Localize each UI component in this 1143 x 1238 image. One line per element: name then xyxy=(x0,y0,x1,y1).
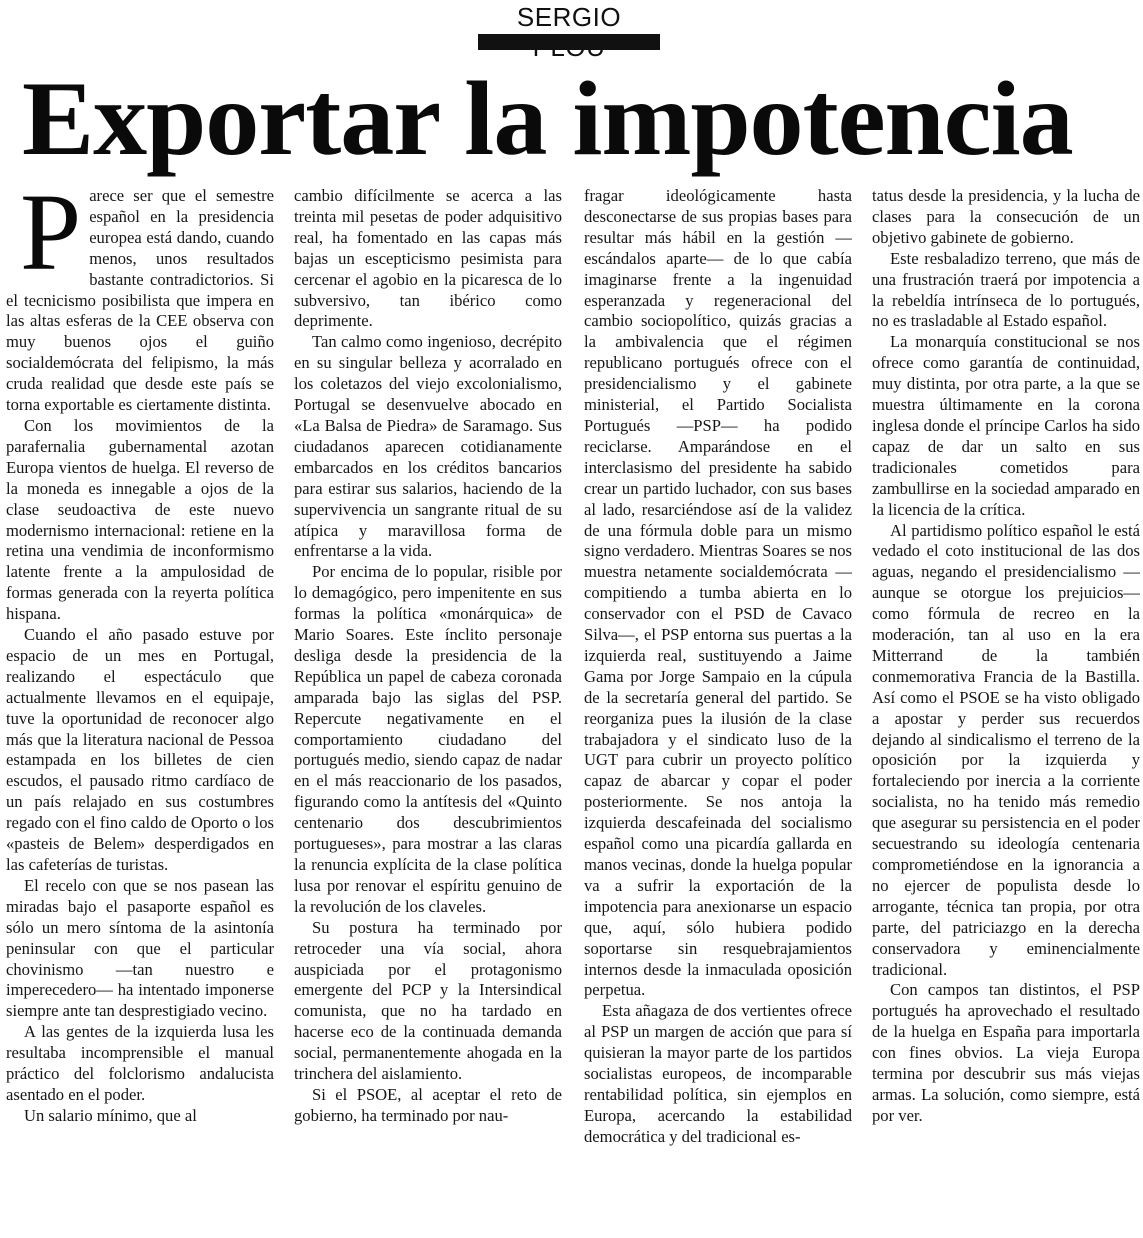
drop-cap: P xyxy=(20,186,82,293)
paragraph: Cuando el año pasado estuve por espacio de un mes en Portugal, realizando el espectáculo que actualmente llevamos en el equipaje, tuve la oportunidad de reconocer algo más que la literatura nacional de Pessoa estampada en los billetes de cien escudos, el pausado ritmo cardíaco de un país relajado en sus costumbres regado con el fino caldo de Oporto o los «pasteis de Belem» desperdigados en las cafeterías de turistas. xyxy=(6,625,274,874)
paragraph: Este resbaladizo terreno, que más de una frustración traerá por impotencia a la rebeldía intrínseca de lo portugués, no es trasladable al Estado español. xyxy=(872,248,1140,331)
paragraph: El recelo con que se nos pasean las miradas bajo el pasaporte español es sólo un mero síntoma de la asintonía peninsular con que el particular chovinismo —tan nuestro e imperecedero— ha intentado imponerse siempre ante tan desprestigiado vecino. xyxy=(6,875,274,1021)
paragraph: A las gentes de la izquierda lusa les resultaba incomprensible el manual práctico del folclorismo andalucista asentado en el poder. xyxy=(6,1022,274,1104)
article-column-3 xyxy=(584,186,852,1232)
paragraph: Un salario mínimo, que al xyxy=(24,1105,197,1125)
paragraph: Esta añagaza de dos vertientes ofrece al PSP un margen de acción que para sí quisieran la mayor parte de los partidos socialistas europeos, de incomparable rentabilidad política, sin ejemplos en Europa, acercando la estabilidad democrática y del tradicional es- xyxy=(584,1001,852,1146)
paragraph: Su postura ha terminado por retroceder una vía social, ahora auspiciada por el protagonismo emergente del PCP y la Intersindical comunista, que no ha tardado en hacerse eco de la continuada demanda social, permanentemente ahogada en la trinchera del aislamiento. xyxy=(294,917,562,1084)
article-column-1 xyxy=(6,186,274,1232)
paragraph: Tan calmo como ingenioso, decrépito en su singular belleza y acorralado en los coletazos del viejo excolonialismo, Portugal se desenvuelve abocado en «La Balsa de Piedra» de Saramago. Sus ciudadanos aparecen cotidianamente embarcados en los créditos bancarios para estirar sus salarios, haciendo de la supervivencia un sangrante ritual de su atípica y maravillosa forma de enfrentarse a la vida. xyxy=(294,332,562,561)
paragraph: Con campos tan distintos, el PSP portugués ha aprovechado el resultado de la huelga en España para importarla con fines obvios. La vieja Europa termina por descubrir sus más viejas armas. La solución, como siempre, está por ver. xyxy=(872,980,1140,1125)
paragraph: Por encima de lo popular, risible por lo demagógico, pero impenitente en sus formas la política «monárquica» de Mario Soares. Este ínclito personaje desliga desde la presidencia de la República un papel de cabeza coronada amparada bajo las siglas del PSP. Repercute negativamente en el comportamiento ciudadano del portugués medio, siendo capaz de nadar en el más reaccionario de los pasados, figurando como la antítesis del «Quinto centenario dos descubrimientos portugueses», para mostrar a las claras la renuncia explícita de la clase política lusa por renovar el espíritu genuino de la revolución de los claveles. xyxy=(294,562,562,916)
paragraph: La monarquía constitucional se nos ofrece como garantía de continuidad, muy distinta, por otra parte, a la que se muestra últimamente en la corona inglesa donde el príncipe Carlos ha sido capaz de dar un salto en sus tradicionales cometidos para zambullirse en la sociedad amparado en la licencia de la crítica. xyxy=(872,332,1140,519)
paragraph: fragar ideológicamente hasta desconectarse de sus propias bases para resultar más hábil en la gestión —escándalos aparte— de lo que cabía imaginarse frente a la ingenuidad esperanzada y regeneracional del cambio sociopolítico, quizás gracias a la ambivalencia que el régimen republicano portugués ofrece con el presidencialismo y el gabinete ministerial, el Partido Socialista Portugués —PSP— ha podido reciclarse. Amparándose en el interclasismo del presidente ha sabido crear un partido luchador, con sus bases al lado, resarciéndose así de la validez de una fórmula doble para un mismo signo verdadero. Mientras Soares se nos muestra netamente socialdemócrata —compitiendo a tumba abierta en lo conservador con el PSD de Cavaco Silva—, el PSP entorna sus puertas a la izquierda real, sustituyendo a Jaime Gama por Jorge Sampaio en la cúpula de la secretaría general del partido. Se reorganiza pues la ilusión de la clase trabajadora y el sindicato luso de la UGT para cubrir un proyecto político capaz de abarcar y copar el poder posteriormente. Se nos antoja la izquierda descafeinada del socialismo español como una picardía gallarda en manos vecinas, donde la huelga popular va a sufrir la exportación de la impotencia para anexionarse un espacio que, aquí, sólo hubiera podido soportarse sin resquebrajamientos internos desde la inmaculada oposición perpetua. xyxy=(584,186,852,1000)
author-byline: SERGIO xyxy=(516,2,622,32)
article-body xyxy=(6,186,1140,1232)
headline: Exportar la impotencia xyxy=(22,60,1073,177)
paragraph: tatus desde la presidencia, y la lucha de clases para la consecución de un objetivo gabinete de gobierno. xyxy=(872,186,1140,247)
paragraph: Al partidismo político español le está vedado el coto institucional de las dos aguas, negando el presidencialismo —aunque se otorgue los prejuicios— como fórmula de recreo en la moderación, tan al uso en la era Mitterrand de la también conmemorativa Francia de la Bastilla. Así como el PSOE se ha visto obligado a apostar y perder sus recuerdos dejando al sindicalismo el terreno de la oposición por la izquierda y fortaleciendo por inercia a la corriente socialista, no ha tenido más remedio que asegurar su persistencia en el poder secuestrando su ideología centenaria comprometiéndose en la ignorancia a no ejercer de populista desde lo arrogante, técnica tan propia, por otra parte, del patriciazgo en la derecha conservadora y eminencialmente tradicional. xyxy=(872,520,1140,979)
byline-block xyxy=(478,2,660,62)
paragraph: cambio difícilmente se acerca a las treinta mil pesetas de poder adquisitivo real, ha fomentado en las capas más bajas un escepticismo pesimista para cercenar el agobio en la picaresca de lo subversivo, tan ibérico como deprimente. xyxy=(294,186,562,331)
byline-rule xyxy=(478,34,660,50)
article-column-2 xyxy=(294,186,562,1232)
paragraph: Si el PSOE, al aceptar el reto de gobierno, ha terminado por nau- xyxy=(294,1084,562,1125)
article-column-4 xyxy=(872,186,1140,1232)
paragraph: Con los movimientos de la parafernalia gubernamental azotan Europa vientos de huelga. El reverso de la moneda es innegable a ojos de la clase seudoactiva de este nuevo modernismo internacional: retiene en la retina una vendimia de inconformismo latente frente a la ampulosidad de formas generada con la reyerta política hispana. xyxy=(6,415,274,624)
paragraph: arece ser que el semestre español en la presidencia europea está dando, cuando menos, unos resultados bastante contradictorios. Si el tecnicismo posibilista que impera en las altas esferas de la CEE observa con muy buenos ojos el guiño socialdemócrata del felipismo, la más cruda realidad que desde este país se torna exportable es ciertamente distinta. xyxy=(6,186,274,415)
